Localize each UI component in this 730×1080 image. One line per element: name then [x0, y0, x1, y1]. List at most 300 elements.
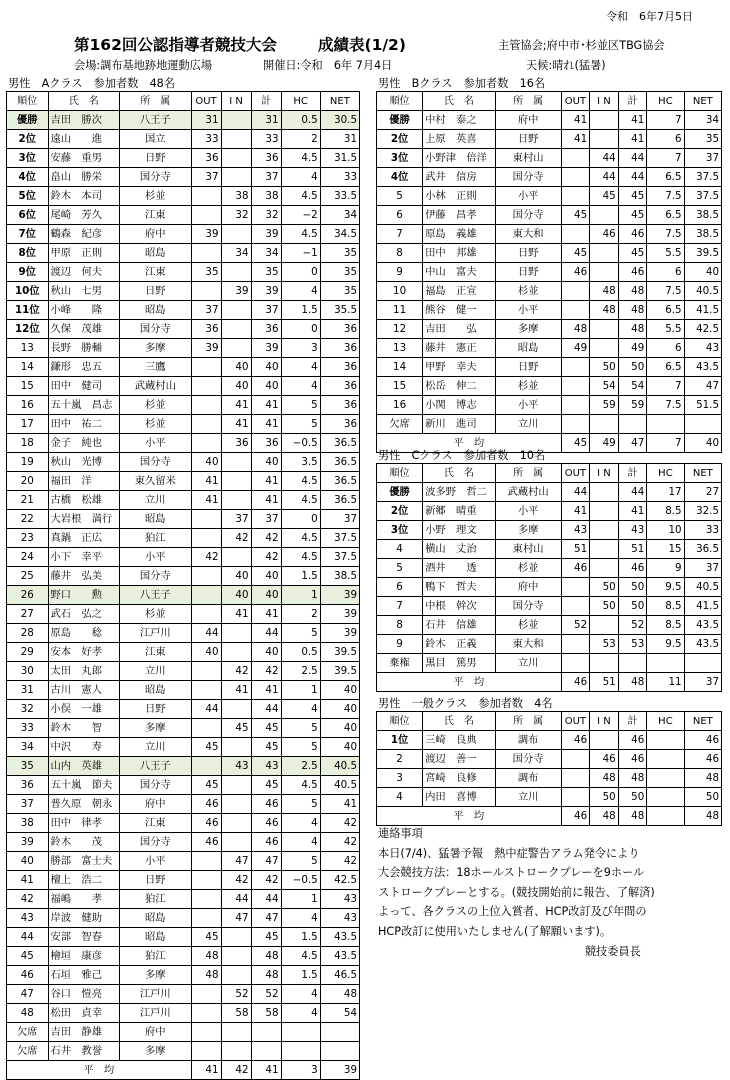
average-label: 平 均: [7, 1061, 192, 1080]
out-cell: [191, 985, 221, 1004]
out-cell: [561, 377, 590, 396]
rank-cell: 6位: [7, 206, 49, 225]
total-cell: 45: [251, 719, 281, 738]
name-cell: 鈴木 茂: [48, 833, 120, 852]
net-cell: 36: [320, 396, 359, 415]
out-cell: 31: [191, 111, 221, 130]
rank-cell: 40: [7, 852, 49, 871]
column-header: 計: [251, 92, 281, 111]
rank-cell: 30: [7, 662, 49, 681]
net-cell: [320, 1042, 359, 1061]
rank-cell: 棄権: [377, 654, 423, 673]
hc-cell: 2.5: [281, 757, 320, 776]
name-cell: 新郷 晴重: [423, 502, 496, 521]
name-cell: 秋山 光博: [48, 453, 120, 472]
rank-cell: 24: [7, 548, 49, 567]
name-cell: 熊谷 健一: [423, 301, 496, 320]
table-row: [377, 750, 722, 769]
average-value: 46: [561, 673, 590, 692]
out-cell: [561, 358, 590, 377]
net-cell: 27: [684, 483, 721, 502]
average-value: 41: [191, 1061, 221, 1080]
in-cell: 44: [221, 890, 251, 909]
total-cell: 41: [251, 396, 281, 415]
name-cell: 中沢 寿: [48, 738, 120, 757]
rank-cell: 41: [7, 871, 49, 890]
club-cell: 小平: [495, 502, 561, 521]
out-cell: 33: [191, 130, 221, 149]
out-cell: 44: [561, 483, 590, 502]
in-cell: [590, 415, 619, 434]
rank-cell: 3: [377, 769, 423, 788]
hc-cell: 5: [281, 624, 320, 643]
net-cell: 40: [320, 738, 359, 757]
out-cell: 46: [561, 731, 590, 750]
total-cell: 41: [618, 111, 647, 130]
out-cell: [191, 1004, 221, 1023]
hc-cell: 4.5: [281, 947, 320, 966]
net-cell: 46.5: [320, 966, 359, 985]
hc-cell: 1.5: [281, 301, 320, 320]
hc-cell: 6: [647, 339, 684, 358]
table-row: [7, 168, 360, 187]
name-cell: 安藤 重男: [48, 149, 120, 168]
rank-cell: 9: [377, 263, 423, 282]
club-cell: 府中: [495, 111, 561, 130]
in-cell: 36: [221, 434, 251, 453]
net-cell: 36.5: [320, 453, 359, 472]
hc-cell: 4.5: [281, 149, 320, 168]
name-cell: 黒目 篤男: [423, 654, 496, 673]
column-header: NET: [684, 92, 721, 111]
net-cell: 43.5: [320, 928, 359, 947]
in-cell: [221, 225, 251, 244]
table-row: [7, 187, 360, 206]
column-header: HC: [647, 464, 684, 483]
table-row: [377, 578, 722, 597]
table-row: [377, 559, 722, 578]
net-cell: 35: [320, 282, 359, 301]
total-cell: 38: [251, 187, 281, 206]
in-cell: [221, 928, 251, 947]
table-row: [377, 301, 722, 320]
out-cell: [561, 769, 590, 788]
net-cell: [684, 415, 721, 434]
column-header: 計: [618, 92, 647, 111]
table-row: [377, 521, 722, 540]
name-cell: 伊藤 昌孝: [423, 206, 496, 225]
table-row: [7, 985, 360, 1004]
in-cell: [221, 149, 251, 168]
total-cell: 37: [251, 301, 281, 320]
club-cell: 八王子: [120, 111, 192, 130]
rank-cell: 48: [7, 1004, 49, 1023]
in-cell: [590, 616, 619, 635]
rank-cell: 14: [377, 358, 423, 377]
club-cell: 多摩: [495, 320, 561, 339]
name-cell: 古橋 松雄: [48, 491, 120, 510]
out-cell: 37: [191, 168, 221, 187]
club-cell: 日野: [120, 700, 192, 719]
club-cell: 国分寺: [495, 206, 561, 225]
hc-cell: 4: [281, 833, 320, 852]
hc-cell: 1: [281, 681, 320, 700]
club-cell: 東村山: [495, 540, 561, 559]
name-cell: 宮崎 良修: [423, 769, 496, 788]
club-cell: 江東: [120, 206, 192, 225]
total-cell: 42: [251, 548, 281, 567]
total-cell: 51: [618, 540, 647, 559]
column-header: 所 属: [120, 92, 192, 111]
in-cell: [221, 339, 251, 358]
in-cell: [221, 966, 251, 985]
rank-cell: 3位: [7, 149, 49, 168]
club-cell: 八王子: [120, 586, 192, 605]
column-header: I N: [590, 464, 619, 483]
rank-cell: 19: [7, 453, 49, 472]
in-cell: 44: [590, 149, 619, 168]
in-cell: [221, 624, 251, 643]
net-cell: 36.5: [684, 540, 721, 559]
name-cell: 五十嵐 節夫: [48, 776, 120, 795]
net-cell: 33.5: [320, 187, 359, 206]
rank-cell: 6: [377, 206, 423, 225]
in-cell: [221, 947, 251, 966]
rank-cell: 35: [7, 757, 49, 776]
in-cell: [221, 1042, 251, 1061]
rank-cell: 13: [377, 339, 423, 358]
in-cell: [221, 472, 251, 491]
column-header: 順位: [7, 92, 49, 111]
rank-cell: 34: [7, 738, 49, 757]
name-cell: 藤井 弘美: [48, 567, 120, 586]
rank-cell: 13: [7, 339, 49, 358]
in-cell: [221, 301, 251, 320]
name-cell: 吉田 弘: [423, 320, 496, 339]
club-cell: 小平: [495, 301, 561, 320]
hc-cell: 6.5: [647, 301, 684, 320]
name-cell: 甲野 幸夫: [423, 358, 496, 377]
net-cell: 40.5: [684, 282, 721, 301]
hc-cell: 5.5: [647, 244, 684, 263]
net-cell: 43.5: [320, 947, 359, 966]
net-cell: 40.5: [684, 578, 721, 597]
total-cell: 44: [251, 890, 281, 909]
table-row: [7, 130, 360, 149]
net-cell: 35: [320, 244, 359, 263]
hc-cell: 0: [281, 320, 320, 339]
out-cell: 42: [191, 548, 221, 567]
total-cell: 39: [251, 282, 281, 301]
in-cell: 58: [221, 1004, 251, 1023]
table-row: [7, 757, 360, 776]
in-cell: 34: [221, 244, 251, 263]
table-row: [377, 206, 722, 225]
name-cell: 小関 博志: [423, 396, 496, 415]
hc-cell: 4: [281, 1004, 320, 1023]
average-value: 48: [618, 807, 647, 826]
total-cell: 42: [251, 871, 281, 890]
total-cell: 46: [618, 225, 647, 244]
in-cell: 44: [590, 168, 619, 187]
table-row: [377, 415, 722, 434]
rank-cell: 6: [377, 578, 423, 597]
out-cell: 46: [191, 833, 221, 852]
out-cell: 45: [561, 206, 590, 225]
in-cell: [590, 130, 619, 149]
club-cell: 日野: [120, 282, 192, 301]
average-label: 平 均: [377, 673, 562, 692]
table-row: [377, 616, 722, 635]
total-cell: 48: [618, 769, 647, 788]
average-label: 平 均: [377, 434, 562, 453]
net-cell: 41.5: [684, 301, 721, 320]
net-cell: 36: [320, 339, 359, 358]
name-cell: 秋山 七男: [48, 282, 120, 301]
total-cell: 53: [618, 635, 647, 654]
rank-cell: 17: [7, 415, 49, 434]
in-cell: 50: [590, 578, 619, 597]
total-cell: 52: [618, 616, 647, 635]
average-value: 11: [647, 673, 684, 692]
out-cell: [561, 597, 590, 616]
hc-cell: 7.5: [647, 187, 684, 206]
total-cell: 58: [251, 1004, 281, 1023]
column-header: 順位: [377, 712, 423, 731]
hc-cell: 1.5: [281, 966, 320, 985]
table-row: [377, 654, 722, 673]
hc-cell: 4.5: [281, 776, 320, 795]
name-cell: 金子 純也: [48, 434, 120, 453]
name-cell: 松田 貞幸: [48, 1004, 120, 1023]
table-row: [7, 149, 360, 168]
column-header: HC: [281, 92, 320, 111]
hc-cell: 6: [647, 130, 684, 149]
total-cell: 50: [618, 788, 647, 807]
total-cell: 34: [251, 244, 281, 263]
net-cell: 42: [320, 852, 359, 871]
rank-cell: 20: [7, 472, 49, 491]
out-cell: [191, 586, 221, 605]
table-row: [7, 586, 360, 605]
total-cell: [618, 654, 647, 673]
class-a-caption: 男性 Aクラス 参加者数 48名: [8, 77, 175, 90]
name-cell: 中山 富夫: [423, 263, 496, 282]
table-row: [377, 244, 722, 263]
rank-cell: 欠席: [377, 415, 423, 434]
name-cell: 五十嵐 昌志: [48, 396, 120, 415]
hc-cell: 8.5: [647, 616, 684, 635]
total-cell: 45: [618, 206, 647, 225]
name-cell: 安部 智春: [48, 928, 120, 947]
net-cell: 36: [320, 358, 359, 377]
name-cell: 鶴森 紀彦: [48, 225, 120, 244]
out-cell: 36: [191, 320, 221, 339]
rank-cell: 5: [377, 559, 423, 578]
name-cell: 原島 義雄: [423, 225, 496, 244]
total-cell: 40: [251, 358, 281, 377]
total-cell: 45: [251, 776, 281, 795]
table-row: [7, 662, 360, 681]
class-a-results-table: [6, 91, 360, 1080]
table-header-row: [377, 464, 722, 483]
in-cell: [221, 1023, 251, 1042]
out-cell: [191, 890, 221, 909]
total-cell: 41: [251, 605, 281, 624]
net-cell: 51.5: [684, 396, 721, 415]
rank-cell: 26: [7, 586, 49, 605]
rank-cell: 12: [377, 320, 423, 339]
club-cell: 多摩: [120, 966, 192, 985]
in-cell: [221, 491, 251, 510]
hc-cell: [647, 769, 684, 788]
out-cell: [191, 377, 221, 396]
total-cell: [251, 1042, 281, 1061]
table-row: [7, 510, 360, 529]
column-header: I N: [221, 92, 251, 111]
rank-cell: 27: [7, 605, 49, 624]
table-row: [7, 700, 360, 719]
rank-cell: 38: [7, 814, 49, 833]
hc-cell: 8.5: [647, 597, 684, 616]
net-cell: 31.5: [320, 149, 359, 168]
net-cell: 41.5: [684, 597, 721, 616]
column-header: OUT: [561, 92, 590, 111]
net-cell: 35: [684, 130, 721, 149]
column-header: 氏 名: [423, 464, 496, 483]
average-value: 37: [684, 673, 721, 692]
in-cell: 39: [221, 282, 251, 301]
class-c-results-table: [376, 463, 722, 692]
rank-cell: 欠席: [7, 1023, 49, 1042]
net-cell: 43.5: [684, 358, 721, 377]
hc-cell: 1: [281, 890, 320, 909]
name-cell: 畠山 勝栄: [48, 168, 120, 187]
table-row: [377, 540, 722, 559]
out-cell: [191, 244, 221, 263]
in-cell: [221, 168, 251, 187]
table-row: [377, 635, 722, 654]
name-cell: 上原 英喜: [423, 130, 496, 149]
rank-cell: 25: [7, 567, 49, 586]
name-cell: 内田 喜博: [423, 788, 496, 807]
in-cell: [221, 263, 251, 282]
net-cell: 37.5: [320, 548, 359, 567]
club-cell: 狛江: [120, 947, 192, 966]
hc-cell: 4.5: [281, 491, 320, 510]
total-cell: 46: [251, 814, 281, 833]
net-cell: 43.5: [684, 635, 721, 654]
total-cell: 46: [618, 750, 647, 769]
in-cell: 52: [221, 985, 251, 1004]
hc-cell: 7: [647, 149, 684, 168]
column-header: I N: [590, 712, 619, 731]
in-cell: [221, 833, 251, 852]
table-row: [7, 624, 360, 643]
club-cell: 立川: [495, 415, 561, 434]
hc-cell: 1: [281, 586, 320, 605]
rank-cell: 2位: [7, 130, 49, 149]
in-cell: [590, 731, 619, 750]
hc-cell: 6.5: [647, 358, 684, 377]
hc-cell: 7.5: [647, 225, 684, 244]
table-row: [7, 947, 360, 966]
in-cell: 46: [590, 750, 619, 769]
in-cell: [590, 521, 619, 540]
total-cell: 49: [618, 339, 647, 358]
net-cell: 31: [320, 130, 359, 149]
net-cell: 37: [684, 149, 721, 168]
hc-cell: 4.5: [281, 529, 320, 548]
in-cell: 42: [221, 662, 251, 681]
club-cell: 国分寺: [495, 597, 561, 616]
club-cell: 国分寺: [120, 168, 192, 187]
in-cell: [590, 320, 619, 339]
total-cell: 54: [618, 377, 647, 396]
club-cell: 江戸川: [120, 624, 192, 643]
club-cell: 武蔵村山: [120, 377, 192, 396]
hc-cell: [281, 1042, 320, 1061]
total-cell: [618, 415, 647, 434]
hc-cell: 7: [647, 111, 684, 130]
table-row: [377, 502, 722, 521]
average-value: 48: [618, 673, 647, 692]
table-row: [7, 719, 360, 738]
name-cell: 真鍋 正広: [48, 529, 120, 548]
total-cell: 48: [251, 947, 281, 966]
column-header: 順位: [377, 92, 423, 111]
out-cell: 45: [191, 738, 221, 757]
net-cell: 38.5: [320, 567, 359, 586]
in-cell: [221, 320, 251, 339]
out-cell: [191, 757, 221, 776]
net-cell: 36: [320, 377, 359, 396]
in-cell: 50: [590, 788, 619, 807]
net-cell: 40.5: [320, 757, 359, 776]
name-cell: 甲原 正則: [48, 244, 120, 263]
total-cell: 46: [618, 731, 647, 750]
total-cell: 31: [251, 111, 281, 130]
out-cell: 36: [191, 149, 221, 168]
out-cell: 45: [191, 776, 221, 795]
hc-cell: 4.5: [281, 225, 320, 244]
total-cell: 50: [618, 358, 647, 377]
column-header: 所 属: [495, 92, 561, 111]
rank-cell: 優勝: [377, 483, 423, 502]
name-cell: 小野 理文: [423, 521, 496, 540]
rank-cell: 11位: [7, 301, 49, 320]
in-cell: 46: [590, 225, 619, 244]
in-cell: [221, 643, 251, 662]
net-cell: [684, 654, 721, 673]
club-cell: 杉並: [495, 282, 561, 301]
rank-cell: 31: [7, 681, 49, 700]
table-row: [377, 769, 722, 788]
total-cell: 48: [251, 966, 281, 985]
hc-cell: 8.5: [647, 502, 684, 521]
in-cell: [221, 130, 251, 149]
table-row: [377, 149, 722, 168]
table-row: [7, 377, 360, 396]
in-cell: 42: [221, 871, 251, 890]
in-cell: 53: [590, 635, 619, 654]
net-cell: 46: [684, 750, 721, 769]
rank-cell: 4位: [7, 168, 49, 187]
club-cell: 昭島: [120, 510, 192, 529]
class-b-caption: 男性 Bクラス 参加者数 16名: [378, 77, 546, 90]
club-cell: 昭島: [120, 244, 192, 263]
club-cell: 狛江: [120, 890, 192, 909]
